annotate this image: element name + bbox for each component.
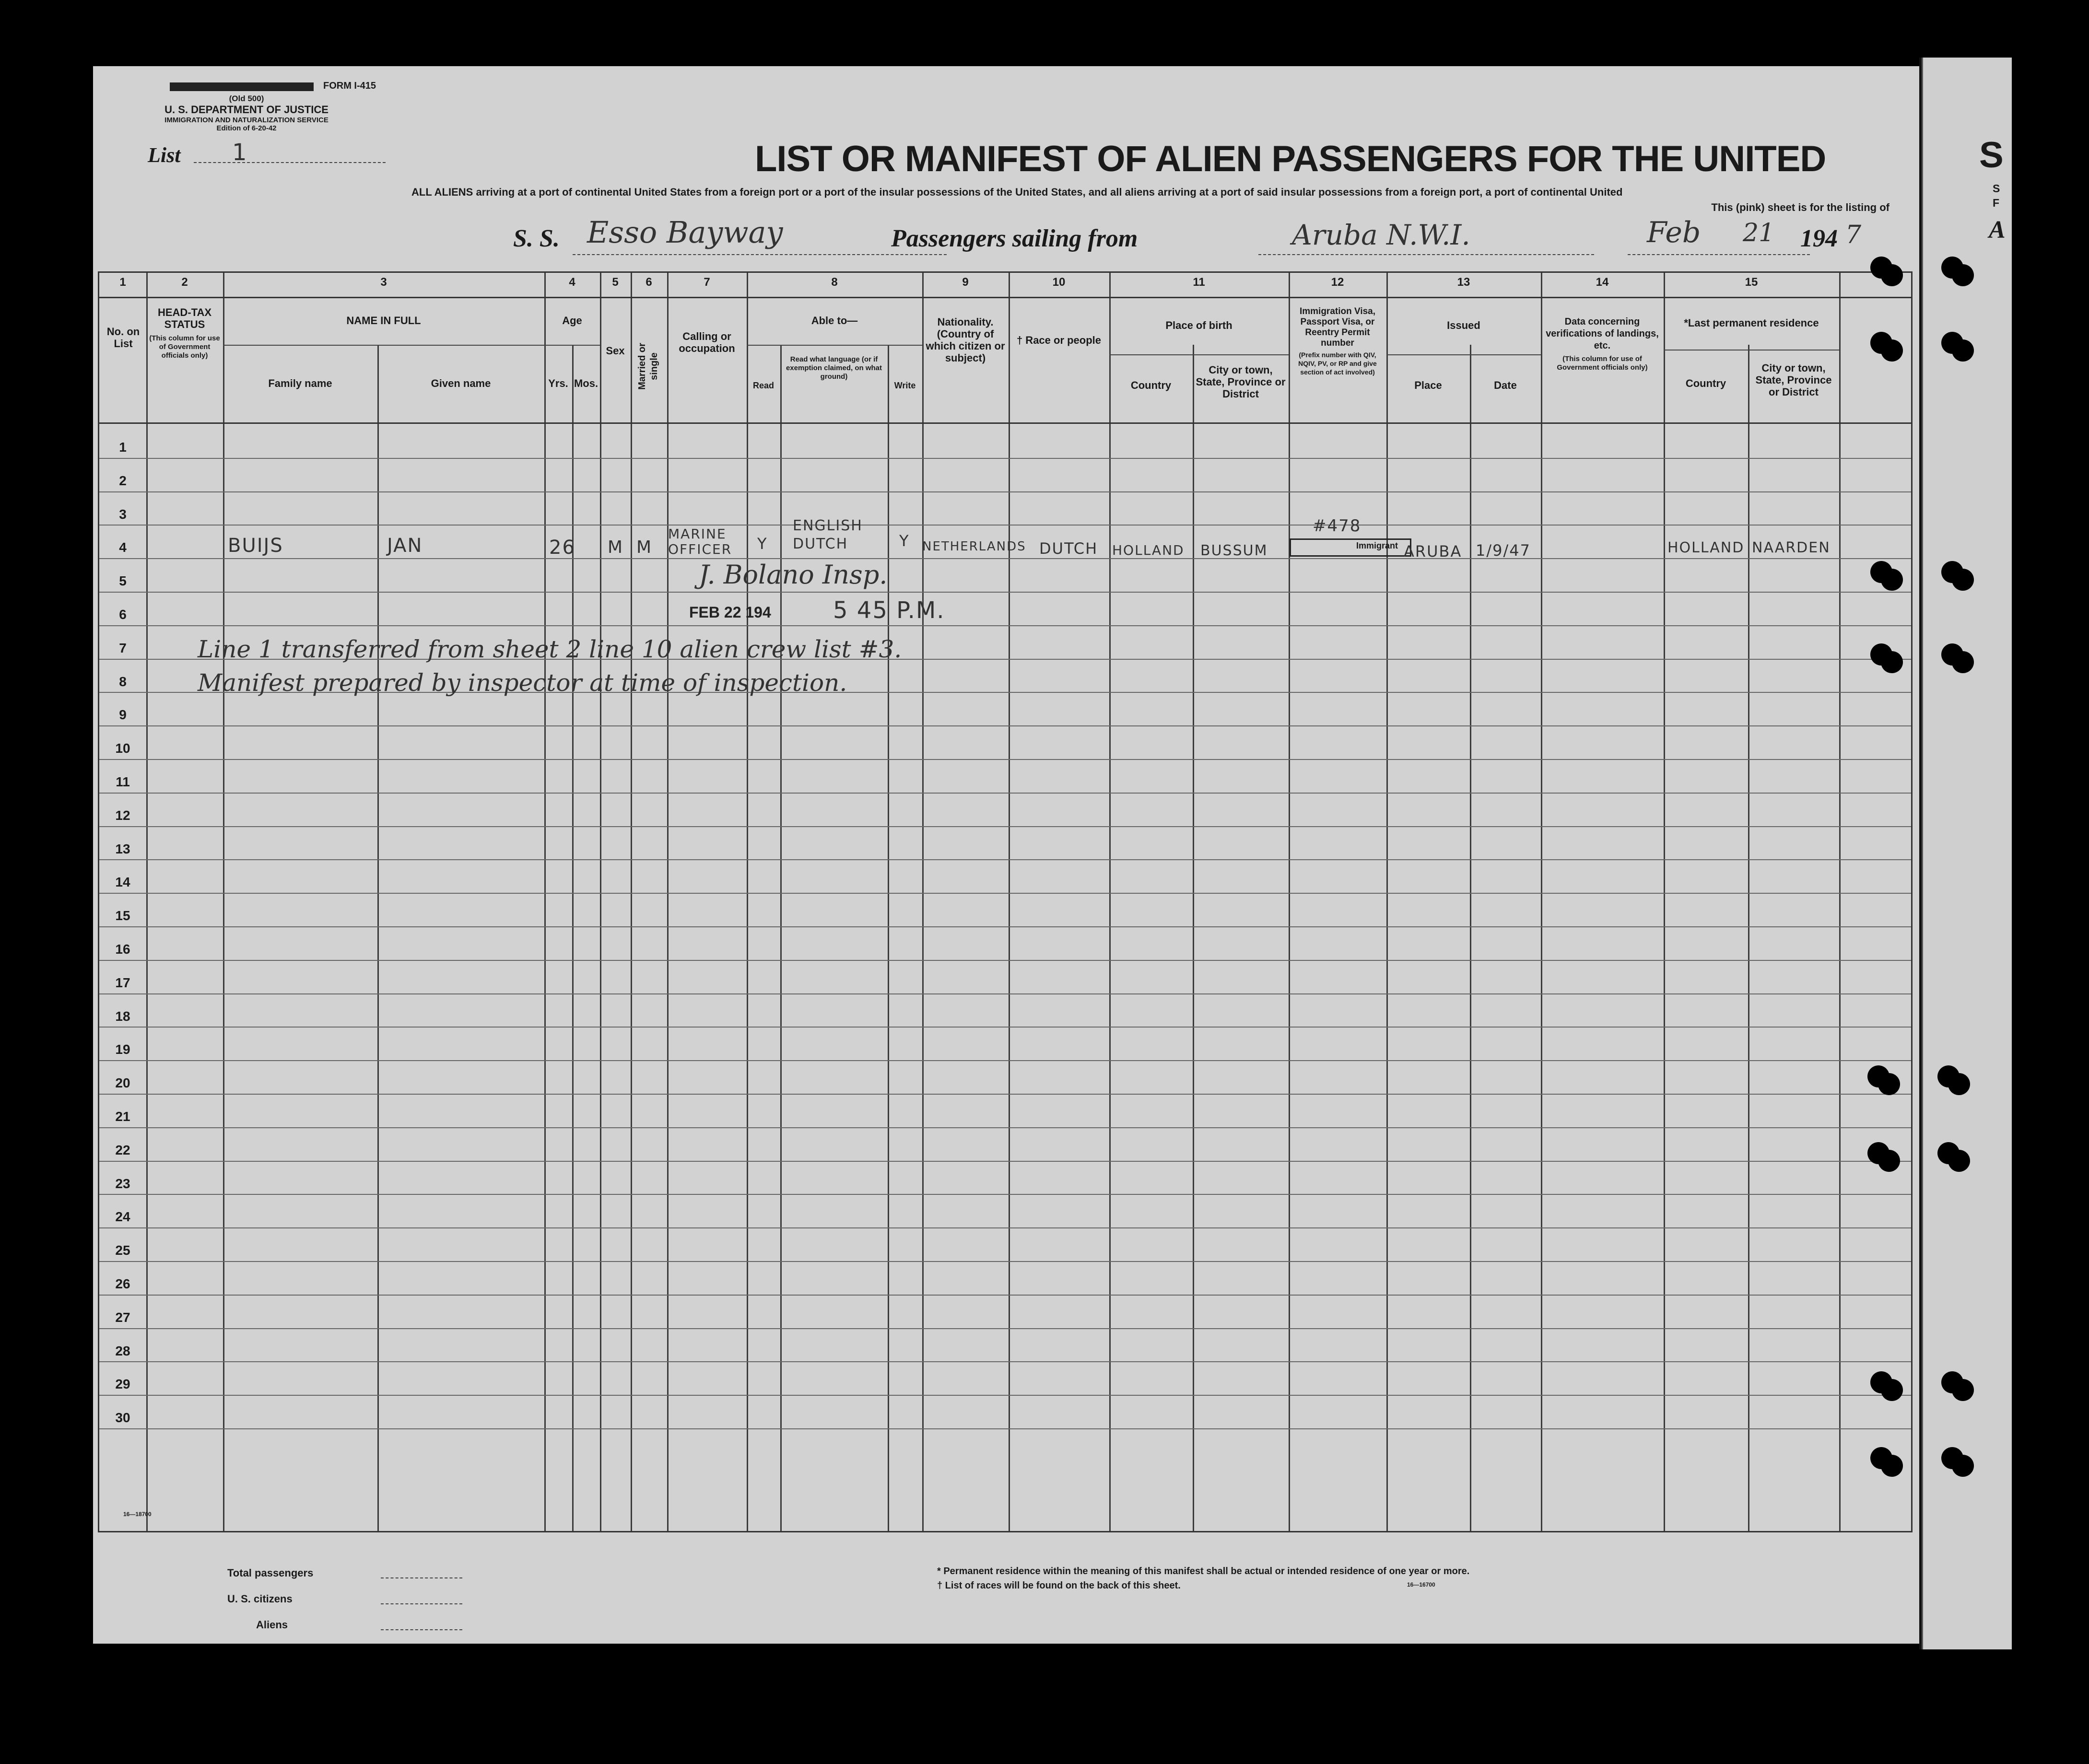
col-divider [600,273,601,1531]
footer-note-2: † List of races will be found on the back of this sheet. [937,1580,1181,1591]
entry-occupation-1: MARINE [668,526,727,542]
row-rule [99,1194,1911,1195]
header-last-residence: *Last permanent residence [1664,297,1839,350]
visa-stamp-text: Immigrant [1356,541,1398,550]
col-number-14: 14 [1596,276,1609,289]
row-number: 24 [115,1209,130,1225]
entry-visa: #478 [1313,516,1361,536]
col-divider [146,273,148,1531]
row-number: 14 [115,875,130,890]
total-passengers-label: Total passengers [227,1567,314,1579]
row-number: 28 [115,1343,130,1358]
col-divider [1748,345,1749,1531]
entry-married: M [636,537,653,557]
us-citizens-label: U. S. citizens [227,1593,293,1605]
header-no-on-list: No. on List [106,326,140,350]
col-divider [1289,273,1290,1531]
col-number-10: 10 [1052,276,1066,289]
row-rule [99,558,1911,559]
header-read: Read [752,381,774,390]
row-rule [99,1361,1911,1362]
col-number-15: 15 [1745,276,1758,289]
col-divider [1839,273,1841,1531]
col-divider [223,273,224,1531]
col-divider [1109,273,1111,1531]
col-divider [1193,345,1194,1531]
col-divider [1541,273,1542,1531]
row-number: 6 [119,607,127,622]
col-number-8: 8 [831,276,838,289]
header-sex: Sex [606,345,625,357]
row-rule [99,893,1911,894]
col-divider [747,273,748,1531]
entry-family-name: BUIJS [228,535,283,557]
adjacent-line-2: F [1993,197,2000,209]
entry-sex: M [608,537,624,557]
row-rule [99,1127,1911,1128]
row-rule [99,759,1911,760]
visa-stamp [1290,538,1411,557]
us-citizens-row [227,1593,313,1619]
entry-language-2: DUTCH [793,536,848,552]
intro-line-1: ALL ALIENS arriving at a port of continental United States from a foreign port or a port of the insular possessions of the United States, and all aliens arriving at a port of said insular possessions from a foreign port, a port of continental United [411,186,1623,198]
row-number: 25 [115,1243,130,1258]
binding-hole [1948,1150,1970,1172]
row-number: 27 [115,1309,130,1325]
header-birth-city: City or town, State, Province or District [1196,364,1286,400]
note-line-2: Manifest prepared by inspector at time of inspection. [198,669,847,697]
col-number-9: 9 [962,276,969,289]
row-number: 9 [119,707,127,723]
binding-hole [1952,569,1974,591]
header-place-of-birth: Place of birth [1109,297,1289,355]
binding-hole [1881,569,1903,591]
entry-res-city: NAARDEN [1752,539,1831,556]
header-name-in-full: NAME IN FULL [223,297,544,346]
col-divider [1470,345,1471,1531]
binding-hole [1952,1379,1974,1401]
binding-hole [1952,651,1974,673]
aliens-row [227,1619,313,1645]
header-calling: Calling or occupation [679,330,735,354]
row-rule [99,1428,1911,1429]
entry-occupation-2: OFFICER [668,541,732,557]
date-day: 21 [1743,219,1775,247]
header-given-name: Given name [431,377,491,389]
binding-hole [1952,264,1974,286]
header-read-lang: Read what language (or if exemption claimed, on what ground) [786,355,882,381]
entry-age-yrs: 26 [549,537,575,559]
entry-nationality: NETHERLANDS [922,539,1026,554]
redacted-bar [170,82,314,91]
us-citizens-line [381,1603,462,1604]
header-mos: Mos. [574,377,599,389]
col-divider [1386,273,1388,1531]
visa-note: (Prefix number with QIV, NQIV, PV, or RP and give section of act involved) [1298,351,1377,376]
header-res-country: Country [1685,377,1726,389]
row-rule [99,793,1911,794]
header-data-concerning [1544,316,1661,372]
binding-hole [1952,1455,1974,1477]
row-rule [99,1227,1911,1228]
header-age: Age [544,297,600,346]
header-able-to: Able to— [747,297,922,346]
col-divider [667,273,669,1531]
row-number: 23 [115,1176,130,1191]
header-issued-date: Date [1494,379,1517,391]
row-number: 13 [115,841,130,856]
header-visa [1291,306,1384,376]
date-line [1628,254,1810,255]
col-divider [888,345,889,1531]
entry-issued-date: 1/9/47 [1476,541,1531,560]
sailing-label: Passengers sailing from [891,225,1138,252]
header-head-tax [148,306,221,360]
footer-print-code: 16—16700 [1407,1581,1435,1588]
sailing-value: Aruba N.W.I. [1292,219,1470,251]
row-rule [99,826,1911,827]
aliens-label: Aliens [256,1619,288,1631]
col-number-3: 3 [380,276,387,289]
aliens-line [381,1629,462,1630]
entry-birth-city: BUSSUM [1200,542,1268,559]
entry-language-1: ENGLISH [793,517,863,534]
row-rule [99,993,1911,994]
adjacent-line-1: S [1993,182,2000,195]
header-issued: Issued [1386,297,1541,355]
col-divider [780,345,782,1531]
department-name: U. S. DEPARTMENT OF JUSTICE [164,104,329,116]
col-number-2: 2 [181,276,188,289]
binding-hole [1878,1073,1900,1095]
date-month: Feb [1647,216,1701,249]
adjacent-line-3: A [1989,216,2006,244]
binding-hole [1881,339,1903,362]
row-rule [99,458,1911,459]
list-value: 1 [232,139,248,166]
binding-hole [1881,264,1903,286]
adjacent-fold [1922,58,1923,1649]
row-rule [99,859,1911,860]
col-number-5: 5 [612,276,619,289]
footer-note-1: * Permanent residence within the meaning of this manifest shall be actual or intended residence of one year or more. [937,1566,1470,1577]
arrival-stamp-date: FEB 22 194 [689,604,771,621]
entry-birth-country: HOLLAND [1112,542,1185,558]
entry-issued-place: ARUBA [1404,542,1462,561]
col-divider [631,273,632,1531]
entry-write: Y [899,532,910,550]
row-rule [99,1094,1911,1095]
visa-label: Immigration Visa, Passport Visa, or Reentry Permit number [1299,306,1376,348]
binding-hole [1881,651,1903,673]
header-res-city: City or town, State, Province or District [1755,362,1832,398]
header-write: Write [894,381,916,390]
col-number-12: 12 [1331,276,1344,289]
total-passengers-row [227,1567,313,1593]
col-divider [377,345,379,1531]
ss-label: S. S. [513,225,560,252]
row-rule [99,1161,1911,1162]
row-number: 15 [115,908,130,923]
adjacent-title-fragment: S [1979,135,2003,175]
date-year-hand: 7 [1845,221,1862,249]
entry-res-country: HOLLAND [1667,539,1745,556]
header-yrs: Yrs. [548,377,568,389]
arrival-stamp-time: 5 45 P.M. [833,597,945,624]
list-line [194,162,386,163]
col-divider [1664,273,1665,1531]
col-number-1: 1 [119,276,126,289]
col-number-4: 4 [569,276,575,289]
row-number: 5 [119,573,127,589]
col-number-7: 7 [704,276,710,289]
intro-line-2: This (pink) sheet is for the listing of [1711,201,1889,213]
col-number-11: 11 [1193,276,1205,289]
header-issued-place: Place [1414,379,1442,391]
row-number: 3 [119,506,127,522]
row-number: 11 [116,774,130,789]
old-number: (Old 500) [229,94,264,103]
row-rule [99,960,1911,961]
row-number: 18 [115,1008,130,1024]
note-line-1: Line 1 transferred from sheet 2 line 10 alien crew list #3. [198,635,902,663]
row-number: 21 [115,1109,130,1124]
row-number: 1 [119,440,127,455]
head-tax-label: HEAD-TAX STATUS [157,306,212,330]
total-passengers-line [381,1577,462,1578]
department-block [136,81,434,132]
row-rule [99,1295,1911,1296]
row-number: 20 [115,1075,130,1091]
row-number: 22 [115,1142,130,1157]
footer-totals [227,1567,313,1645]
data-concerning-label: Data concerning verifications of landings, etc. [1546,316,1659,351]
row-rule [99,1328,1911,1329]
edition: Edition of 6-20-42 [216,124,277,132]
binding-hole [1881,1379,1903,1401]
row-rule [99,525,1911,526]
row-number: 17 [115,975,130,990]
row-rule [99,625,1911,626]
sailing-line [1258,254,1594,255]
col-divider [922,273,924,1531]
print-code: 16—18700 [123,1511,152,1518]
entry-race: DUTCH [1039,539,1098,558]
col-divider [544,273,546,1531]
binding-hole [1881,1455,1903,1477]
header-birth-country: Country [1130,379,1172,391]
row-number: 12 [115,807,130,823]
row-rule [99,491,1911,492]
row-number: 10 [115,741,130,756]
date-year: 194 [1800,225,1838,252]
service-name: IMMIGRATION AND NATURALIZATION SERVICE [164,116,329,124]
row-rule [99,926,1911,927]
col-number-6: 6 [645,276,652,289]
ss-value: Esso Bayway [587,215,783,250]
row-number: 2 [119,473,127,488]
row-number: 16 [115,942,130,957]
header-nationality: Nationality. (Country of which citizen or subject) [926,316,1005,364]
row-number: 4 [119,540,127,555]
header-married: Married or single [637,343,659,390]
list-label: List [148,143,181,167]
row-number: 30 [115,1410,130,1425]
col-number-13: 13 [1457,276,1470,289]
row-rule [99,1395,1911,1396]
row-rule [99,592,1911,593]
header-family-name: Family name [268,377,332,389]
ss-line [573,254,947,255]
row-number: 7 [119,640,127,655]
col-divider [572,345,574,1531]
data-concerning-note: (This column for use of Government officials only) [1557,355,1648,372]
form-number: FORM I-415 [323,81,376,91]
inspector-signature: J. Bolano Insp. [699,560,888,590]
row-rule [99,1261,1911,1262]
row-rule [99,1060,1911,1061]
row-rule [99,725,1911,726]
binding-hole [1948,1073,1970,1095]
manifest-sheet [93,66,1919,1644]
adjacent-page-fragment [1919,58,2012,1649]
row-number: 19 [115,1042,130,1057]
header-rule [99,422,1911,424]
row-number: 29 [115,1377,130,1392]
binding-hole [1878,1150,1900,1172]
binding-hole [1952,339,1974,362]
col-divider [1009,273,1010,1531]
entry-read: Y [757,535,768,553]
head-tax-note: (This column for use of Government officials only) [149,334,220,360]
entry-given-name: JAN [387,535,423,557]
row-rule [99,1027,1911,1028]
row-number: 8 [119,674,127,689]
row-number: 26 [115,1276,130,1291]
page-title: LIST OR MANIFEST OF ALIEN PASSENGERS FOR THE UNITED [755,139,1826,179]
header-race: † Race or people [1016,334,1102,346]
manifest-table [98,271,1913,1532]
